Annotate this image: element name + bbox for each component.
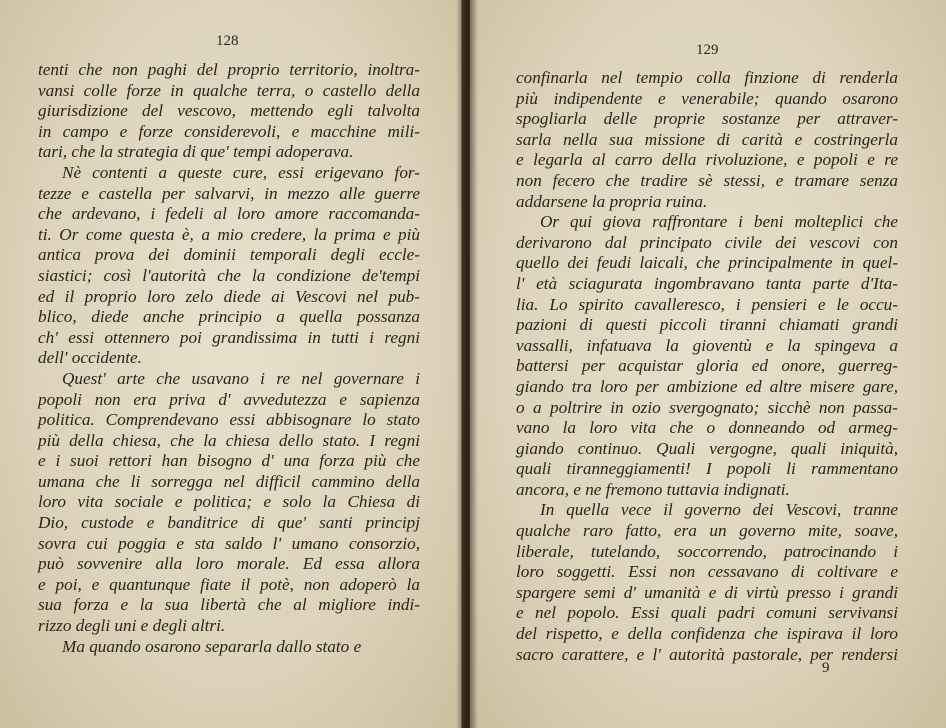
text-line: derivarono dal principato civile dei vescovi con [516,232,898,252]
text-line: del rispetto, e della confidenza che ispirava il loro [516,624,898,644]
text-line: loro soggetti. Essi non cessavano di coltivare e [516,562,898,582]
left-page-body [38,60,420,657]
text-line: battersi per acquistar gloria ed onore, guerreg- [516,356,898,376]
text-line: politica. Comprendevano essi abbisognare lo stato [38,410,420,430]
book-gutter [456,0,478,728]
text-line: più indipendente e venerabile; quando osarono [516,88,898,108]
right-page-body [516,68,898,665]
text-line: tezze e castella per salvarvi, in mezzo alle guerre [38,183,420,203]
left-page [0,0,462,728]
text-line: Dio, custode e banditrice di que' santi principj [38,513,420,533]
text-line: in campo e forze considerevoli, e macchine mili- [38,121,420,141]
text-line: giando continuo. Quali vergogne, quali iniquità, [516,438,898,458]
signature-mark: 9 [822,660,830,676]
text-line: qualche raro fatto, era un governo mite, soave, [516,521,898,541]
text-line: In quella vece il governo dei Vescovi, tranne [540,500,898,520]
text-line: e i suoi rettori han bisogno d' una forza più che [38,451,420,471]
text-line: quello dei feudi laicali, che principalmente in quel- [516,253,898,273]
text-line: e legarla al carro della rivoluzione, e popoli e re [516,150,898,170]
text-line: quali tiranneggiamenti! I popoli li rammentano [516,459,898,479]
right-page [470,0,946,728]
text-line: pazioni di questi piccoli tiranni chiamati grandi [516,315,898,335]
text-line: ancora, e ne fremono tuttavia indignati. [516,479,790,499]
text-line: Quest' arte che usavano i re nel governare i [62,368,420,388]
page-number-right: 129 [696,42,719,58]
text-line: popoli non era priva d' avvedutezza e sapienza [38,389,420,409]
text-line: o a poltrire in ozio svergognato; sicchè non passa- [516,397,898,417]
text-line: spogliarla delle proprie sostanze per attraver- [516,109,898,129]
text-line: e poi, e quantunque fiate il potè, non adoperò la [38,574,420,594]
text-line: loro vita sociale e politica; e solo la Chiesa di [38,492,420,512]
text-line: sacro carattere, e l' autorità pastorale, per rendersi [516,644,898,664]
text-line: ti. Or come questa è, a mio credere, la prima e più [38,224,420,244]
text-line: lia. Lo spirito cavalleresco, i pensieri e le occu- [516,294,898,314]
text-line: ch' essi ottennero poi grandissima in tutti i regni [38,327,420,347]
text-line: vansi colle forze in qualche terra, o castello della [38,80,420,100]
text-line: dell' occidente. [38,348,142,368]
text-line: giando tra loro per ambizione ed altre misere gare, [516,376,898,396]
text-line: più della chiesa, che la chiesa dello stato. I regni [38,430,420,450]
text-line: Or qui giova raffrontare i beni molteplici che [540,212,898,232]
text-line: può sovvenire alla loro morale. Ed essa allora [38,554,420,574]
page-number-left: 128 [216,33,239,49]
text-line: siastici; così l'autorità che la condizione de'tempi [38,265,420,285]
text-line: tari, che la strategia di que' tempi adoperava. [38,142,354,162]
text-line: liberale, tutelando, soccorrendo, patrocinando i [516,541,898,561]
text-line: ed il proprio loro zelo diede ai Vescovi nel pub- [38,286,420,306]
text-line: l' età sciagurata ingombravano tanta parte d'Ita- [516,273,898,293]
text-line: Nè contenti a queste cure, essi erigevano for- [62,162,420,182]
text-line: vassalli, infatuava la gioventù e la spingeva a [516,335,898,355]
text-line: sua forza e la sua libertà che al migliore indi- [38,595,420,615]
text-line: Ma quando osarono separarla dallo stato e [62,636,362,656]
text-line: sovra cui poggia e sta saldo l' umano consorzio, [38,533,420,553]
text-line: sarla nella sua missione di carità e costringerla [516,129,898,149]
text-line: addarsene la propria ruina. [516,191,708,211]
text-line: confinarla nel tempio colla finzione di renderla [516,68,898,87]
text-line: spargere semi d' umanità e di virtù presso i grandi [516,582,898,602]
text-line: tenti che non paghi del proprio territorio, inoltra- [38,60,420,79]
text-line: vano la loro vita che o donneando od armeg- [516,418,898,438]
text-line: rizzo degli uni e degli altri. [38,616,226,636]
text-line: blico, diede anche principio a quella possanza [38,307,420,327]
text-line: antica prova dei dominii temporali degli eccle- [38,245,420,265]
text-line: umana che li sorregga nel difficil cammino della [38,471,420,491]
text-line: non fecero che tradire sè stessi, e tramare senza [516,170,898,190]
text-line: e nel popolo. Essi quali padri comuni servivansi [516,603,898,623]
text-line: giurisdizione del vescovo, mettendo egli talvolta [38,101,420,121]
text-line: che ardevano, i fedeli al loro amore raccomanda- [38,204,420,224]
